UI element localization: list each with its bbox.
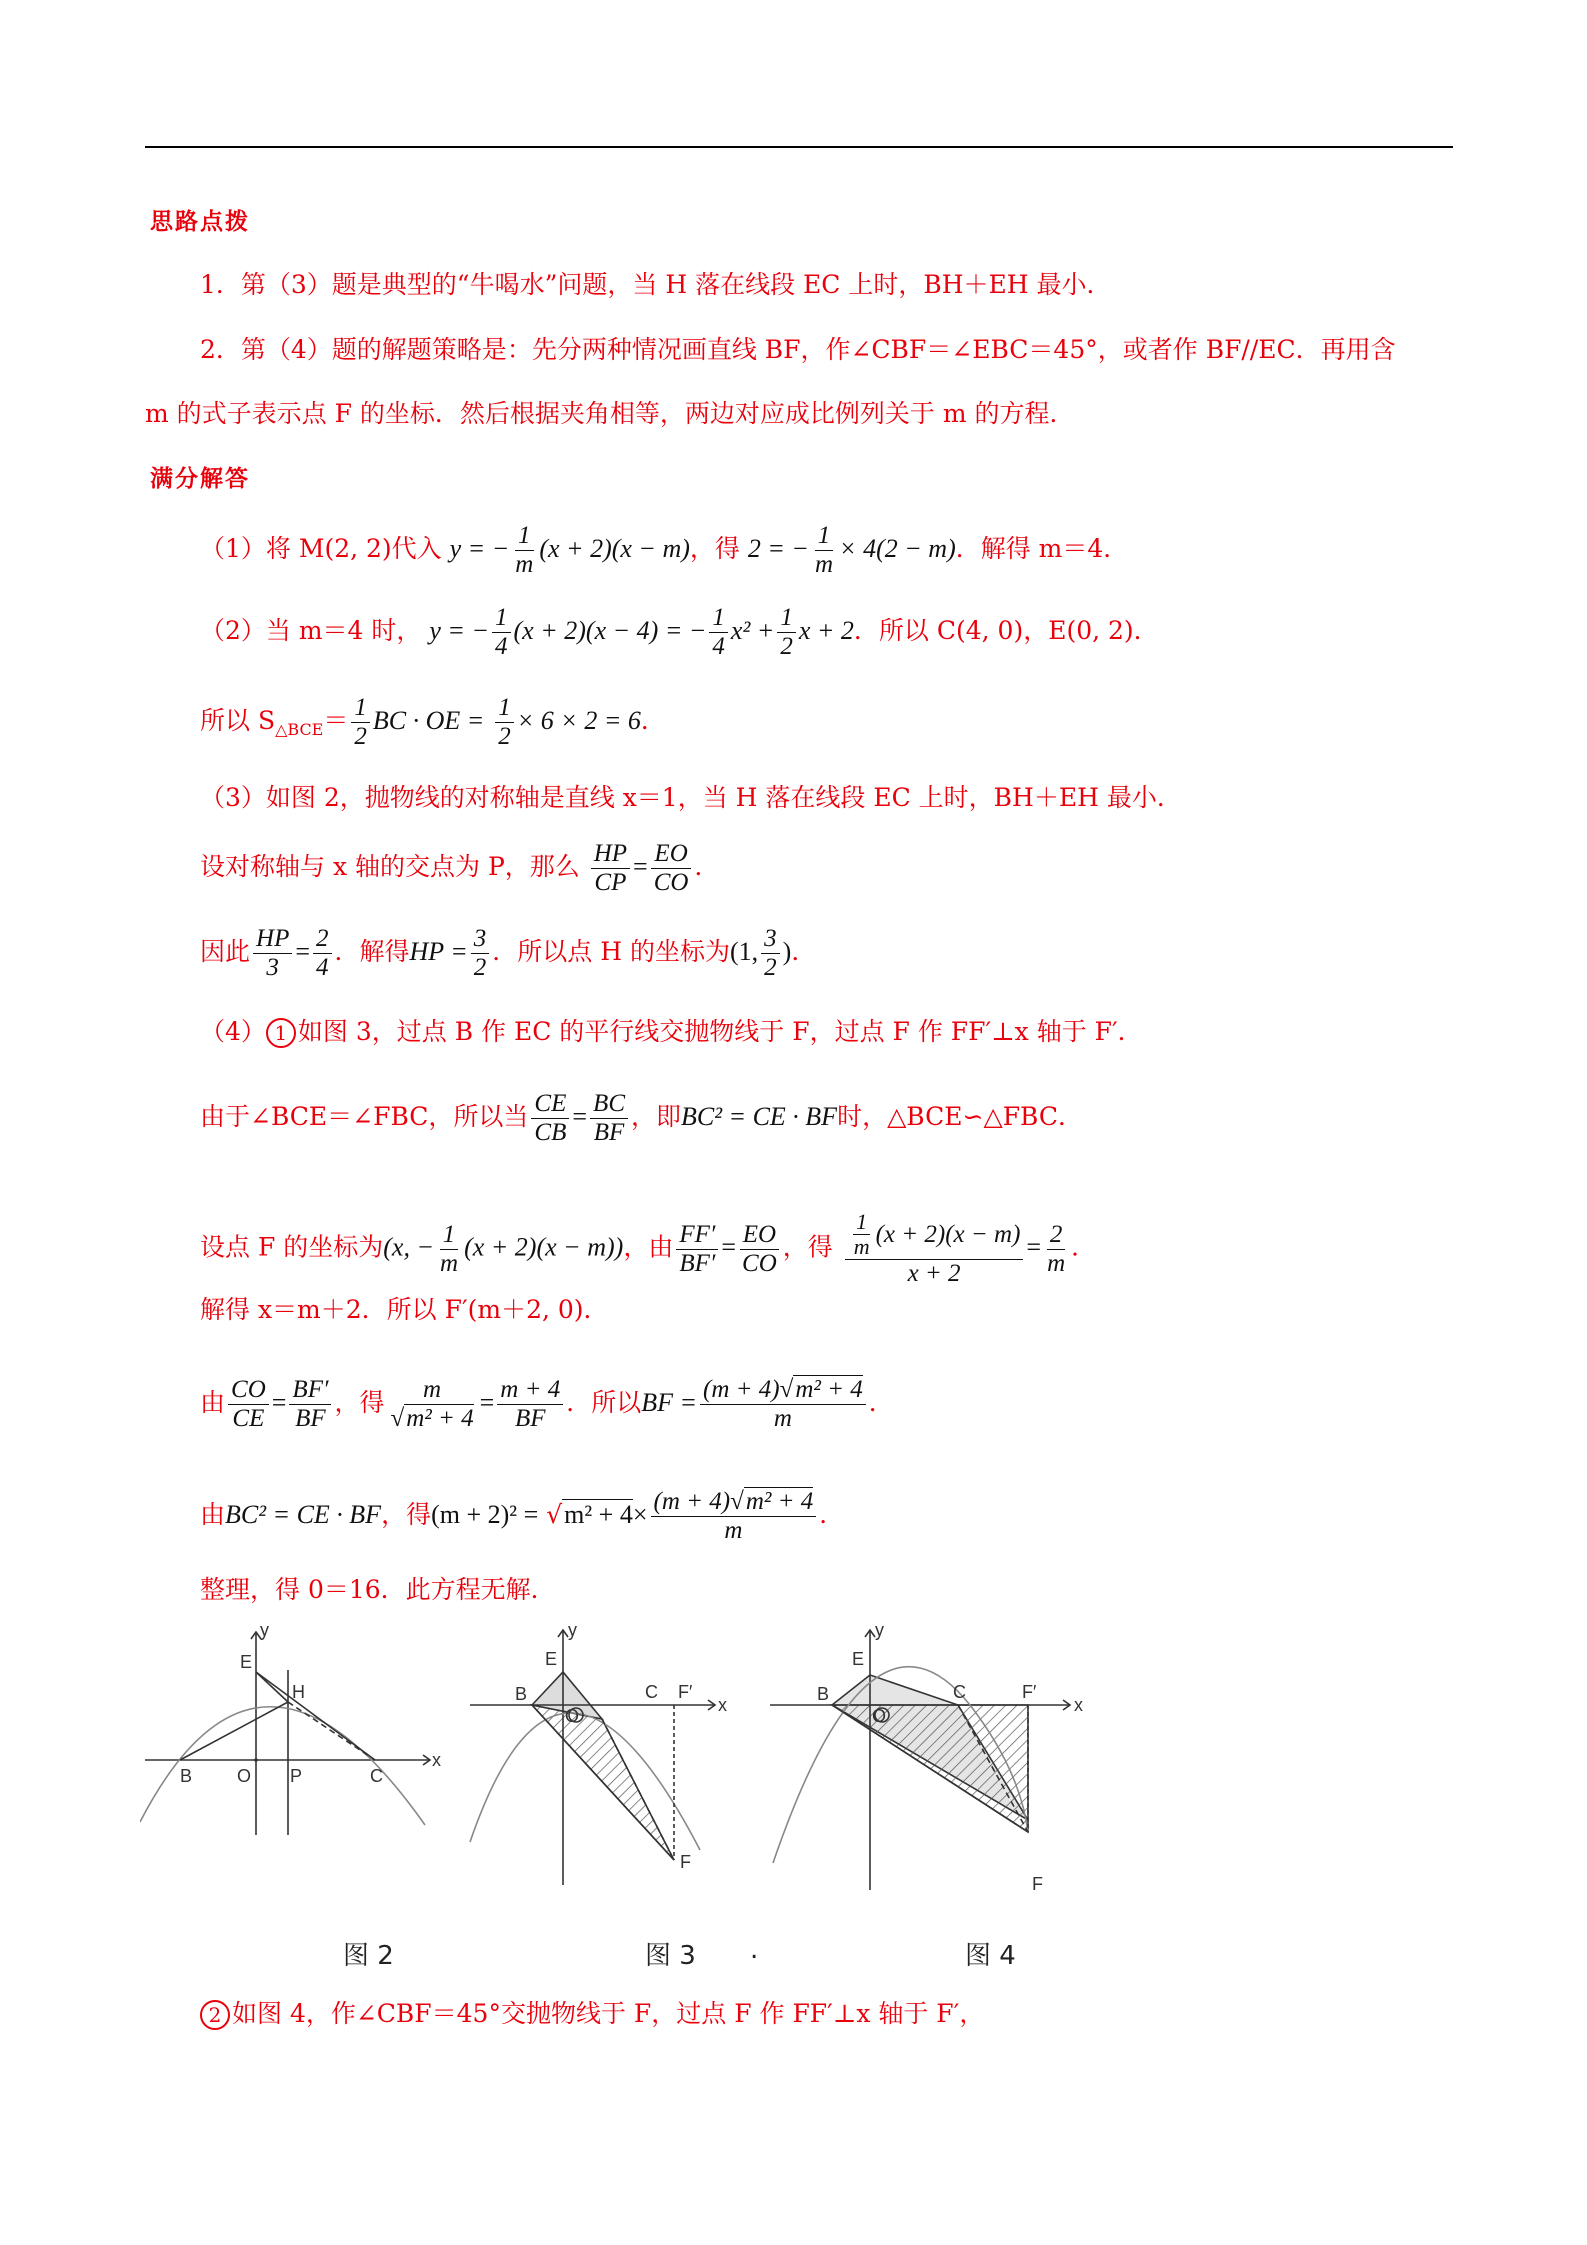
heading-tips: 思路点拨	[150, 208, 250, 235]
answer-line-5: 设对称轴与 x 轴的交点为 P，那么 $\frac{HP}{CP}$ = $\frac{EO}{CO}$ ．	[200, 840, 720, 896]
fig4-label: E	[852, 1649, 865, 1669]
fig2-label: P	[290, 1766, 303, 1786]
figure-3-labels	[515, 1620, 727, 1872]
compound-fraction: $\frac{1}{m}$ (x + 2)(x − m) x + 2	[845, 1210, 1024, 1288]
fraction: $\frac{m}{\text{√m² + 4}}$	[390, 1376, 474, 1432]
answer-line-8: 由于∠BCE＝∠FBC，所以当 $\frac{CE}{CB}$ = $\frac{BC}{BF}$ ，即BC² = CE · BF时，△BCE∽△FBC．	[200, 1090, 1084, 1146]
header-rule	[145, 146, 1453, 148]
fig4-label: B	[817, 1684, 830, 1704]
fig2-label: H	[292, 1682, 305, 1702]
fraction: $\frac{CE}{CB}$	[531, 1090, 569, 1147]
fig4-label: F′	[1022, 1682, 1037, 1702]
fig2-label: B	[180, 1766, 193, 1786]
fraction: $\frac{FF'}{BF'}$	[676, 1221, 718, 1278]
fig3-label: y	[568, 1620, 577, 1640]
figure-2-labels	[180, 1620, 441, 1786]
fig2-label: O	[237, 1766, 252, 1786]
figure-3	[470, 1630, 715, 1885]
fraction: $\frac{m + 4}{BF}$	[497, 1376, 563, 1433]
circled-number: 1	[266, 1018, 296, 1048]
fraction: $\frac{\text{(m + 4)√m² + 4}}{m}$	[651, 1488, 817, 1545]
answer-line-6: 因此 $\frac{HP}{3}$ = $\frac{2}{4}$ ．解得HP = $\frac{3}{2}$ ．所以点 H 的坐标为(1, $\frac{3}{2}$ )．	[200, 925, 817, 981]
fraction: $\frac{1}{4}$	[492, 604, 511, 661]
fraction: $\frac{CO}{CE}$	[228, 1376, 269, 1433]
fraction: $\frac{1}{2}$	[777, 604, 796, 661]
answer-line-9: 设点 F 的坐标为(x, − $\frac{1}{m}$ (x + 2)(x − m))，由 $\frac{FF'}{BF'}$ = $\frac{EO}{CO}$ ，得 $\frac{1}{m}$ (x + 2)(x − m) x + 2 = $\frac{2}{m}$ ．	[200, 1209, 1097, 1287]
figure-2	[140, 1632, 430, 1835]
fig3-label: C	[645, 1682, 658, 1702]
fig3-label: F	[680, 1852, 691, 1872]
fig2-label: C	[370, 1766, 383, 1786]
tip-2b: m 的式子表示点 F 的坐标．然后根据夹角相等，两边对应成比例列关于 m 的方程．	[145, 399, 1075, 428]
fraction: $\frac{BF'}{BF}$	[289, 1376, 331, 1433]
fig4-label: C	[953, 1682, 966, 1702]
fig4-label: y	[875, 1620, 884, 1640]
fig3-label: E	[545, 1649, 558, 1669]
fig3-label: B	[515, 1684, 528, 1704]
fraction: $\frac{1}{m}$	[515, 522, 534, 578]
fraction: $\frac{1}{2}$	[351, 694, 370, 751]
figure-4-caption: 图 4	[965, 1941, 1016, 1971]
fraction: $\frac{\text{(m + 4)√m² + 4}}{m}$	[700, 1376, 866, 1433]
fraction: $\frac{2}{4}$	[313, 925, 332, 982]
fig3-label: x	[718, 1695, 727, 1715]
fraction: $\frac{3}{2}$	[471, 925, 490, 982]
answer-line-3: 所以 $S_{\triangle BCE}=$ $\frac{1}{2}$ BC · OE = $\frac{1}{2}$ × 6 × 2 = 6．	[200, 694, 666, 750]
fraction: $\frac{1}{4}$	[709, 604, 728, 661]
fraction: $\frac{HP}{3}$	[253, 925, 292, 982]
fig3-label: O	[565, 1706, 580, 1726]
answer-line-14: 2 如图 4，作∠CBF＝45°交抛物线于 F，过点 F 作 FF′⊥x 轴于 F′，	[200, 1997, 984, 2031]
fraction: $\frac{1}{m}$	[440, 1220, 459, 1277]
figure-3-caption: 图 3	[645, 1941, 696, 1971]
answer-line-13: 整理，得 0＝16．此方程无解．	[200, 1575, 556, 1604]
fig2-label: x	[432, 1750, 441, 1770]
fraction: $\frac{3}{2}$	[761, 925, 780, 982]
answer-line-7: （4） 1 如图 3，过点 B 作 EC 的平行线交抛物线于 F，过点 F 作 FF′⊥x 轴于 F′．	[200, 1017, 1143, 1046]
fig4-label: x	[1074, 1695, 1083, 1715]
fraction: $\frac{EO}{CO}$	[739, 1221, 780, 1278]
tip-1: 1．第（3）题是典型的“牛喝水”问题，当 H 落在线段 EC 上时，BH＋EH 最小．	[200, 270, 1112, 299]
answer-line-4: （3）如图 2，抛物线的对称轴是直线 x＝1，当 H 落在线段 EC 上时，BH＋EH 最小．	[200, 783, 1182, 812]
heading-answer: 满分解答	[150, 465, 250, 492]
fig3-label: F′	[678, 1682, 693, 1702]
tip-2a: 2．第（4）题的解题策略是：先分两种情况画直线 BF，作∠CBF＝∠EBC＝45°，或者作 BF//EC．再用含	[200, 335, 1396, 364]
fraction: $\frac{EO}{CO}$	[651, 840, 692, 897]
caption-dot: .	[750, 1935, 759, 1965]
fraction: $\frac{1}{2}$	[495, 694, 514, 751]
circled-number: 2	[200, 2000, 230, 2030]
fraction: $\frac{HP}{CP}$	[591, 840, 630, 897]
fig2-label: y	[260, 1620, 269, 1640]
answer-line-1: （1）将 M(2, 2)代入 y = − $\frac{1}{m}$ (x + 2)(x − m)，得 2 = − $\frac{1}{m}$ × 4(2 − m)．解得 m＝4．	[200, 522, 1129, 578]
figures	[140, 1620, 1140, 1900]
figure-4	[770, 1630, 1070, 1890]
fraction: $\frac{2}{m}$	[1047, 1220, 1066, 1277]
fig4-label: F	[1032, 1874, 1043, 1894]
fig4-label: O	[872, 1706, 887, 1726]
answer-line-12: 由BC² = CE · BF，得(m + 2)² = √m² + 4× $\frac{\text{(m + 4)√m² + 4}}{m}$ ．	[200, 1488, 845, 1544]
figure-2-caption: 图 2	[343, 1941, 394, 1971]
answer-line-10: 解得 x＝m＋2．所以 F′(m＋2, 0)．	[200, 1295, 609, 1324]
fraction: $\frac{BC}{BF}$	[590, 1090, 628, 1147]
answer-line-11: 由 $\frac{CO}{CE}$ = $\frac{BF'}{BF}$ ，得 $\frac{m}{\text{√m² + 4}}$ = $\frac{m + 4}{BF}$ ．所以BF = $\frac{\text{(m + 4)√m² + 4}}{m}$ ．	[200, 1376, 894, 1432]
answer-line-2: （2）当 m＝4 时， y = − $\frac{1}{4}$ (x + 2)(x − 4) = − $\frac{1}{4}$ x² + $\frac{1}{2}$ x + 2．所以 C(4, 0)，E(0, 2)．	[200, 604, 1159, 660]
fraction: $\frac{1}{m}$	[814, 522, 834, 578]
fig2-label: E	[240, 1652, 253, 1672]
